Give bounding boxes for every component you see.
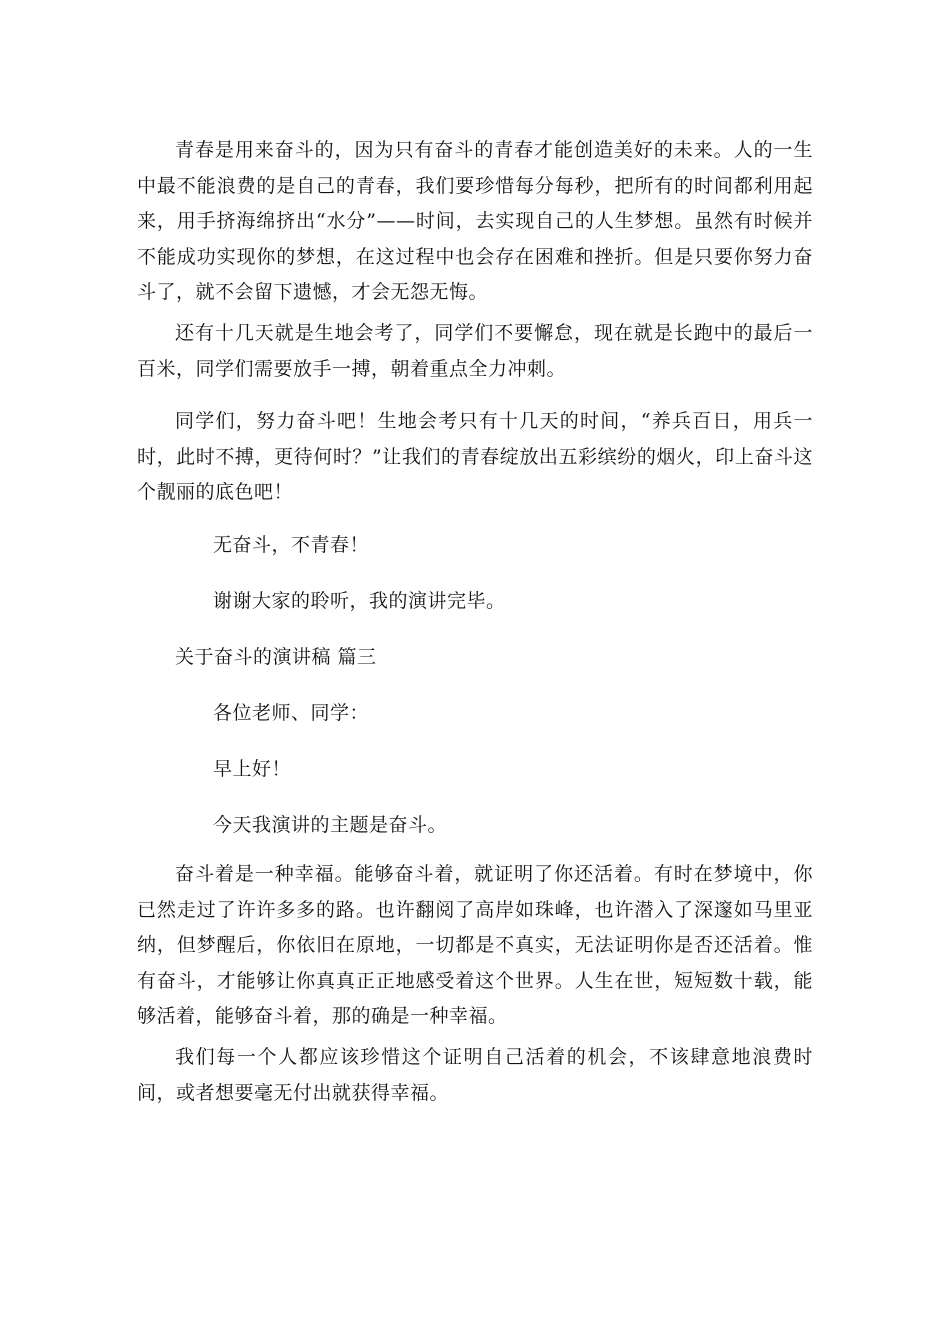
section-heading: 关于奋斗的演讲稿 篇三 [175,646,377,668]
paragraph-struggle-happiness: 奋斗着是一种幸福。能够奋斗着，就证明了你还活着。有时在梦境中，你已然走过了许许多多的路。也许翻阅了高岸如珠峰，也许潜入了深邃如马里亚纳，但梦醒后，你依旧在原地，一切都是不真实，无法证明你是否还活着。惟有奋斗，才能够让你真真正正地感受着这个世界。人生在世，短短数十载，能够活着，能够奋斗着，那的确是一种幸福。 [137,863,813,1027]
paragraph-slogan: 无奋斗，不青春！ [213,534,370,556]
paragraph-closing: 谢谢大家的聆听，我的演讲完毕。 [213,590,506,612]
paragraph-exam-countdown: 还有十几天就是生地会考了，同学们不要懈怠，现在就是长跑中的最后一百米，同学们需要放手一搏，朝着重点全力冲刺。 [137,322,813,380]
paragraph-cherish-chance: 我们每一个人都应该珍惜这个证明自己活着的机会，不该肆意地浪费时间，或者想要毫无付出就获得幸福。 [137,1046,813,1104]
paragraph-topic: 今天我演讲的主题是奋斗。 [213,814,448,836]
paragraph-youth-struggle: 青春是用来奋斗的，因为只有奋斗的青春才能创造美好的未来。人的一生中最不能浪费的是自己的青春，我们要珍惜每分每秒，把所有的时间都利用起来，用手挤海绵挤出“水分”——时间，去实现自己的人生梦想。虽然有时候并不能成功实现你的梦想，在这过程中也会存在困难和挫折。但是只要你努力奋斗了，就不会留下遗憾，才会无怨无悔。 [137,139,813,303]
paragraph-salutation: 各位老师、同学： [213,702,370,724]
paragraph-call-to-action: 同学们，努力奋斗吧！生地会考只有十几天的时间，“养兵百日，用兵一时，此时不搏，更待何时？”让我们的青春绽放出五彩缤纷的烟火，印上奋斗这个靓丽的底色吧！ [137,410,813,503]
paragraph-greeting: 早上好！ [213,758,292,780]
